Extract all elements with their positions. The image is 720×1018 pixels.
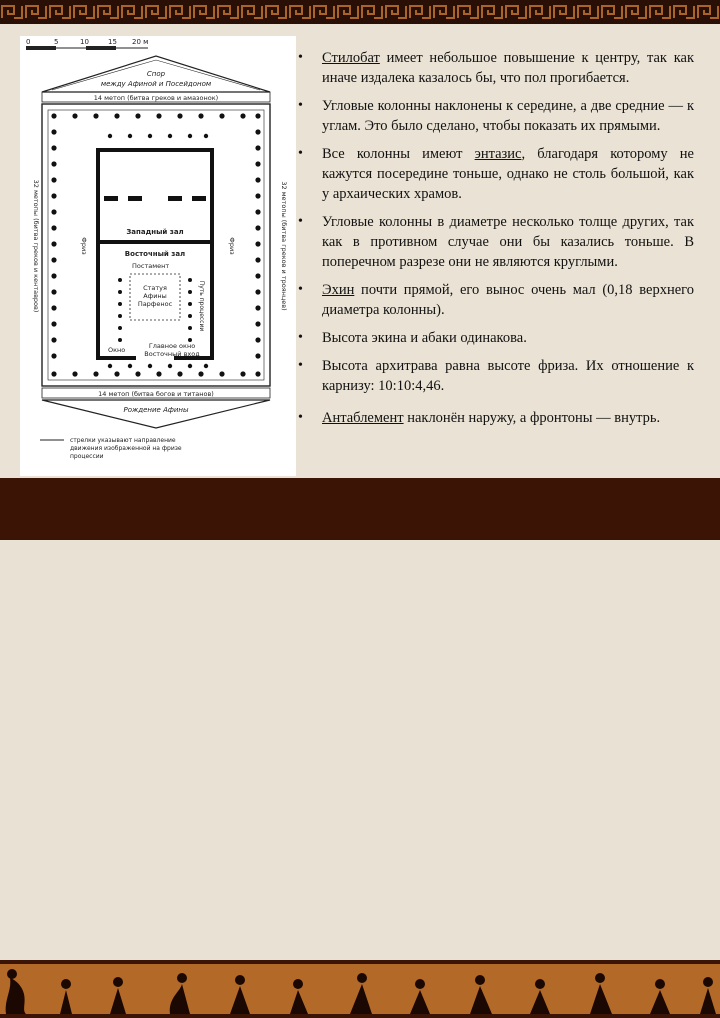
bullet-diameter: • Угловые колонны в диаметре несколько толще других, так как в противном случае они бы казались тоньше. В поперечном разрезе они не являются круглыми. (298, 214, 694, 270)
top-border (0, 0, 720, 24)
right-side-metopes: 32 метопы (битва греков и троянцев) (280, 181, 288, 311)
columns-east-side (255, 129, 260, 358)
scale-15: 15 (108, 38, 117, 46)
scale-bar (26, 46, 148, 50)
legend-line-1: стрелки указывают направление (70, 437, 176, 444)
main-window-label: Главное окно (148, 342, 196, 350)
left-side-metopes: 32 метопы (битва греков и кентавров) (32, 179, 40, 313)
scale-20: 20 м (132, 38, 149, 46)
bullet-entablature: • Антаблемент наклонён наружу, а фронтоны — внутрь. (298, 410, 661, 426)
bullet-entasis: • Все колонны имеют энтазис, благодаря которому не кажутся посередине тоньше, однако не столь большой, как у архаических храмов. (298, 146, 694, 202)
term-echinus: Эхин (322, 282, 355, 298)
east-hall-label: Восточный зал (124, 250, 186, 258)
statue-line-2: Афины (143, 292, 167, 300)
legend-line-3: процессии (70, 453, 104, 460)
meander-ornament (0, 4, 720, 20)
frieze-label-right: Фриз (228, 237, 236, 255)
scale-5: 5 (54, 38, 59, 46)
scale-0: 0 (26, 38, 31, 46)
east-pediment (42, 400, 270, 428)
term-entasis: энтазис (474, 146, 522, 162)
bullet-echinus: • Эхин почти прямой, его вынос очень мал (0,18 верхнего диаметра колонны). (298, 282, 694, 318)
greek-frieze (0, 960, 720, 1018)
columns-south (51, 371, 260, 376)
parthenon-plan (20, 36, 296, 476)
frieze-label-left: Фриз (80, 237, 88, 255)
term-stylobate: Стилобат (322, 50, 380, 66)
bullet-stylobate: • Стилобат имеет небольшое повышение к центру, так как иначе издалека казалось бы, что пол прогибается. (298, 50, 694, 86)
facts-list (294, 48, 694, 428)
pediment-east-title: Рождение Афины (123, 406, 189, 414)
metopes-east: 14 метоп (битва богов и титанов) (98, 390, 214, 398)
columns-north (51, 113, 260, 118)
west-hall-label: Западный зал (126, 228, 184, 236)
visitors-way: Путь процессии (198, 280, 205, 332)
columns-west-side (51, 129, 56, 358)
statue-line-1: Статуя (143, 284, 167, 292)
bottom-border (0, 478, 720, 540)
legend-line-2: движения изображенной на фризе (70, 445, 182, 452)
pediment-west-title: Спор (146, 70, 166, 78)
bullet-abacus: • Высота экина и абаки одинакова. (298, 330, 527, 346)
scale-10: 10 (80, 38, 89, 46)
window-label: Окно (108, 346, 126, 354)
bullet-architrave: • Высота архитрава равна высоте фриза. Их отношение к карнизу: 10:10:4,46. (298, 358, 694, 394)
east-entrance-label: Восточный вход (144, 350, 200, 358)
plan-drawing (20, 36, 296, 476)
bullet-corner-columns: • Угловые колонны наклонены к середине, а две средние — к углам. Это было сделано, чтобы показать их прямыми. (298, 98, 694, 134)
pediment-west-subtitle: между Афиной и Посейдоном (100, 80, 212, 88)
pedestal-label: Постамент (132, 262, 170, 270)
bullet-dot: • (298, 50, 303, 65)
term-entablature: Антаблемент (322, 410, 404, 426)
metopes-west: 14 метоп (битва греков и амазонок) (93, 94, 219, 102)
statue-line-3: Парфенос (137, 300, 173, 308)
